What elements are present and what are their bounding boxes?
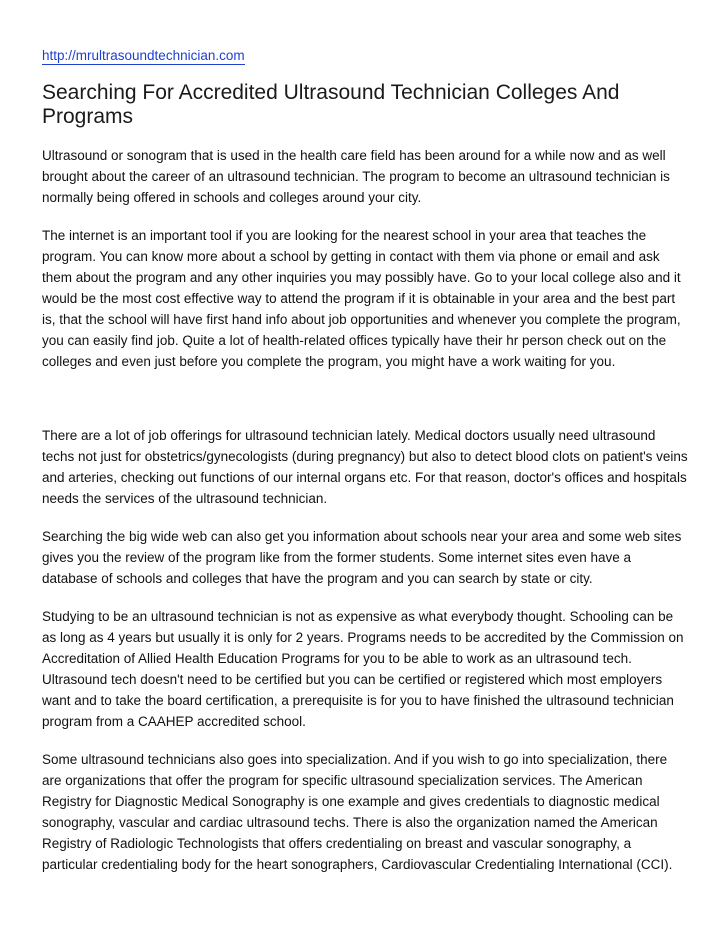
paragraph-cost-accreditation: Studying to be an ultrasound technician is not as expensive as what everybody thought. Schooling can be as long as 4 years but usually it is only for 2 years. Programs needs to be accredited by the Commission on Accreditation of Allied Health Education Programs for you to be able to work as an ultrasound tech. Ultrasound tech doesn't need to be certified but you can be certified or registered which most employers want and to take the board certification, a prerequisite is for you to have finished the ultrasound technician program from a CAAHEP accredited school. bbox=[42, 609, 684, 729]
document-page bbox=[42, 47, 690, 875]
paragraph-intro: Ultrasound or sonogram that is used in the health care field has been around for a while now and as well brought about the career of an ultrasound technician. The program to become an ultrasound technician is normally being offered in schools and colleges around your city. bbox=[42, 148, 670, 205]
site-url-link[interactable]: http://mrultrasoundtechnician.com bbox=[42, 48, 245, 63]
paragraph-internet-tool: The internet is an important tool if you are looking for the nearest school in your area that teaches the program. You can know more about a school by getting in contact with them via phone or email and ask them about the program and any other inquiries you may possibly have. Go to your local college also and it would be the most cost effective way to attend the program if it is obtainable in your area and the best part is, that the school will have first hand info about job opportunities and whenever you complete the program, you can easily find job. Quite a lot of health-related offices typically have their hr person check out on the colleges and even just before you complete the program, you might have a work waiting for you. bbox=[42, 228, 681, 369]
paragraph-specialization: Some ultrasound technicians also goes into specialization. And if you wish to go into specialization, there are organizations that offer the program for specific ultrasound specialization services. The American Registry for Diagnostic Medical Sonography is one example and gives credentials to diagnostic medical sonography, vascular and cardiac ultrasound techs. There is also the organization named the American Registry of Radiologic Technologists that offers credentialing on breast and vascular sonography, a particular credentialing body for the heart sonographers, Cardiovascular Credentialing International (CCI). bbox=[42, 752, 673, 872]
paragraph-job-offerings: There are a lot of job offerings for ultrasound technician lately. Medical doctors usually need ultrasound techs not just for obstetrics/gynecologists (during pregnancy) but also to detect blood clots on patient's veins and arteries, checking out functions of our internal organs etc. For that reason, doctor's offices and hospitals needs the services of the ultrasound technician. bbox=[42, 428, 688, 506]
paragraph-web-search: Searching the big wide web can also get you information about schools near your area and some web sites gives you the review of the program like from the former students. Some internet sites even have a database of schools and colleges that have the program and you can search by state or city. bbox=[42, 529, 682, 586]
article-title: Searching For Accredited Ultrasound Technician Colleges And Programs bbox=[42, 81, 620, 128]
